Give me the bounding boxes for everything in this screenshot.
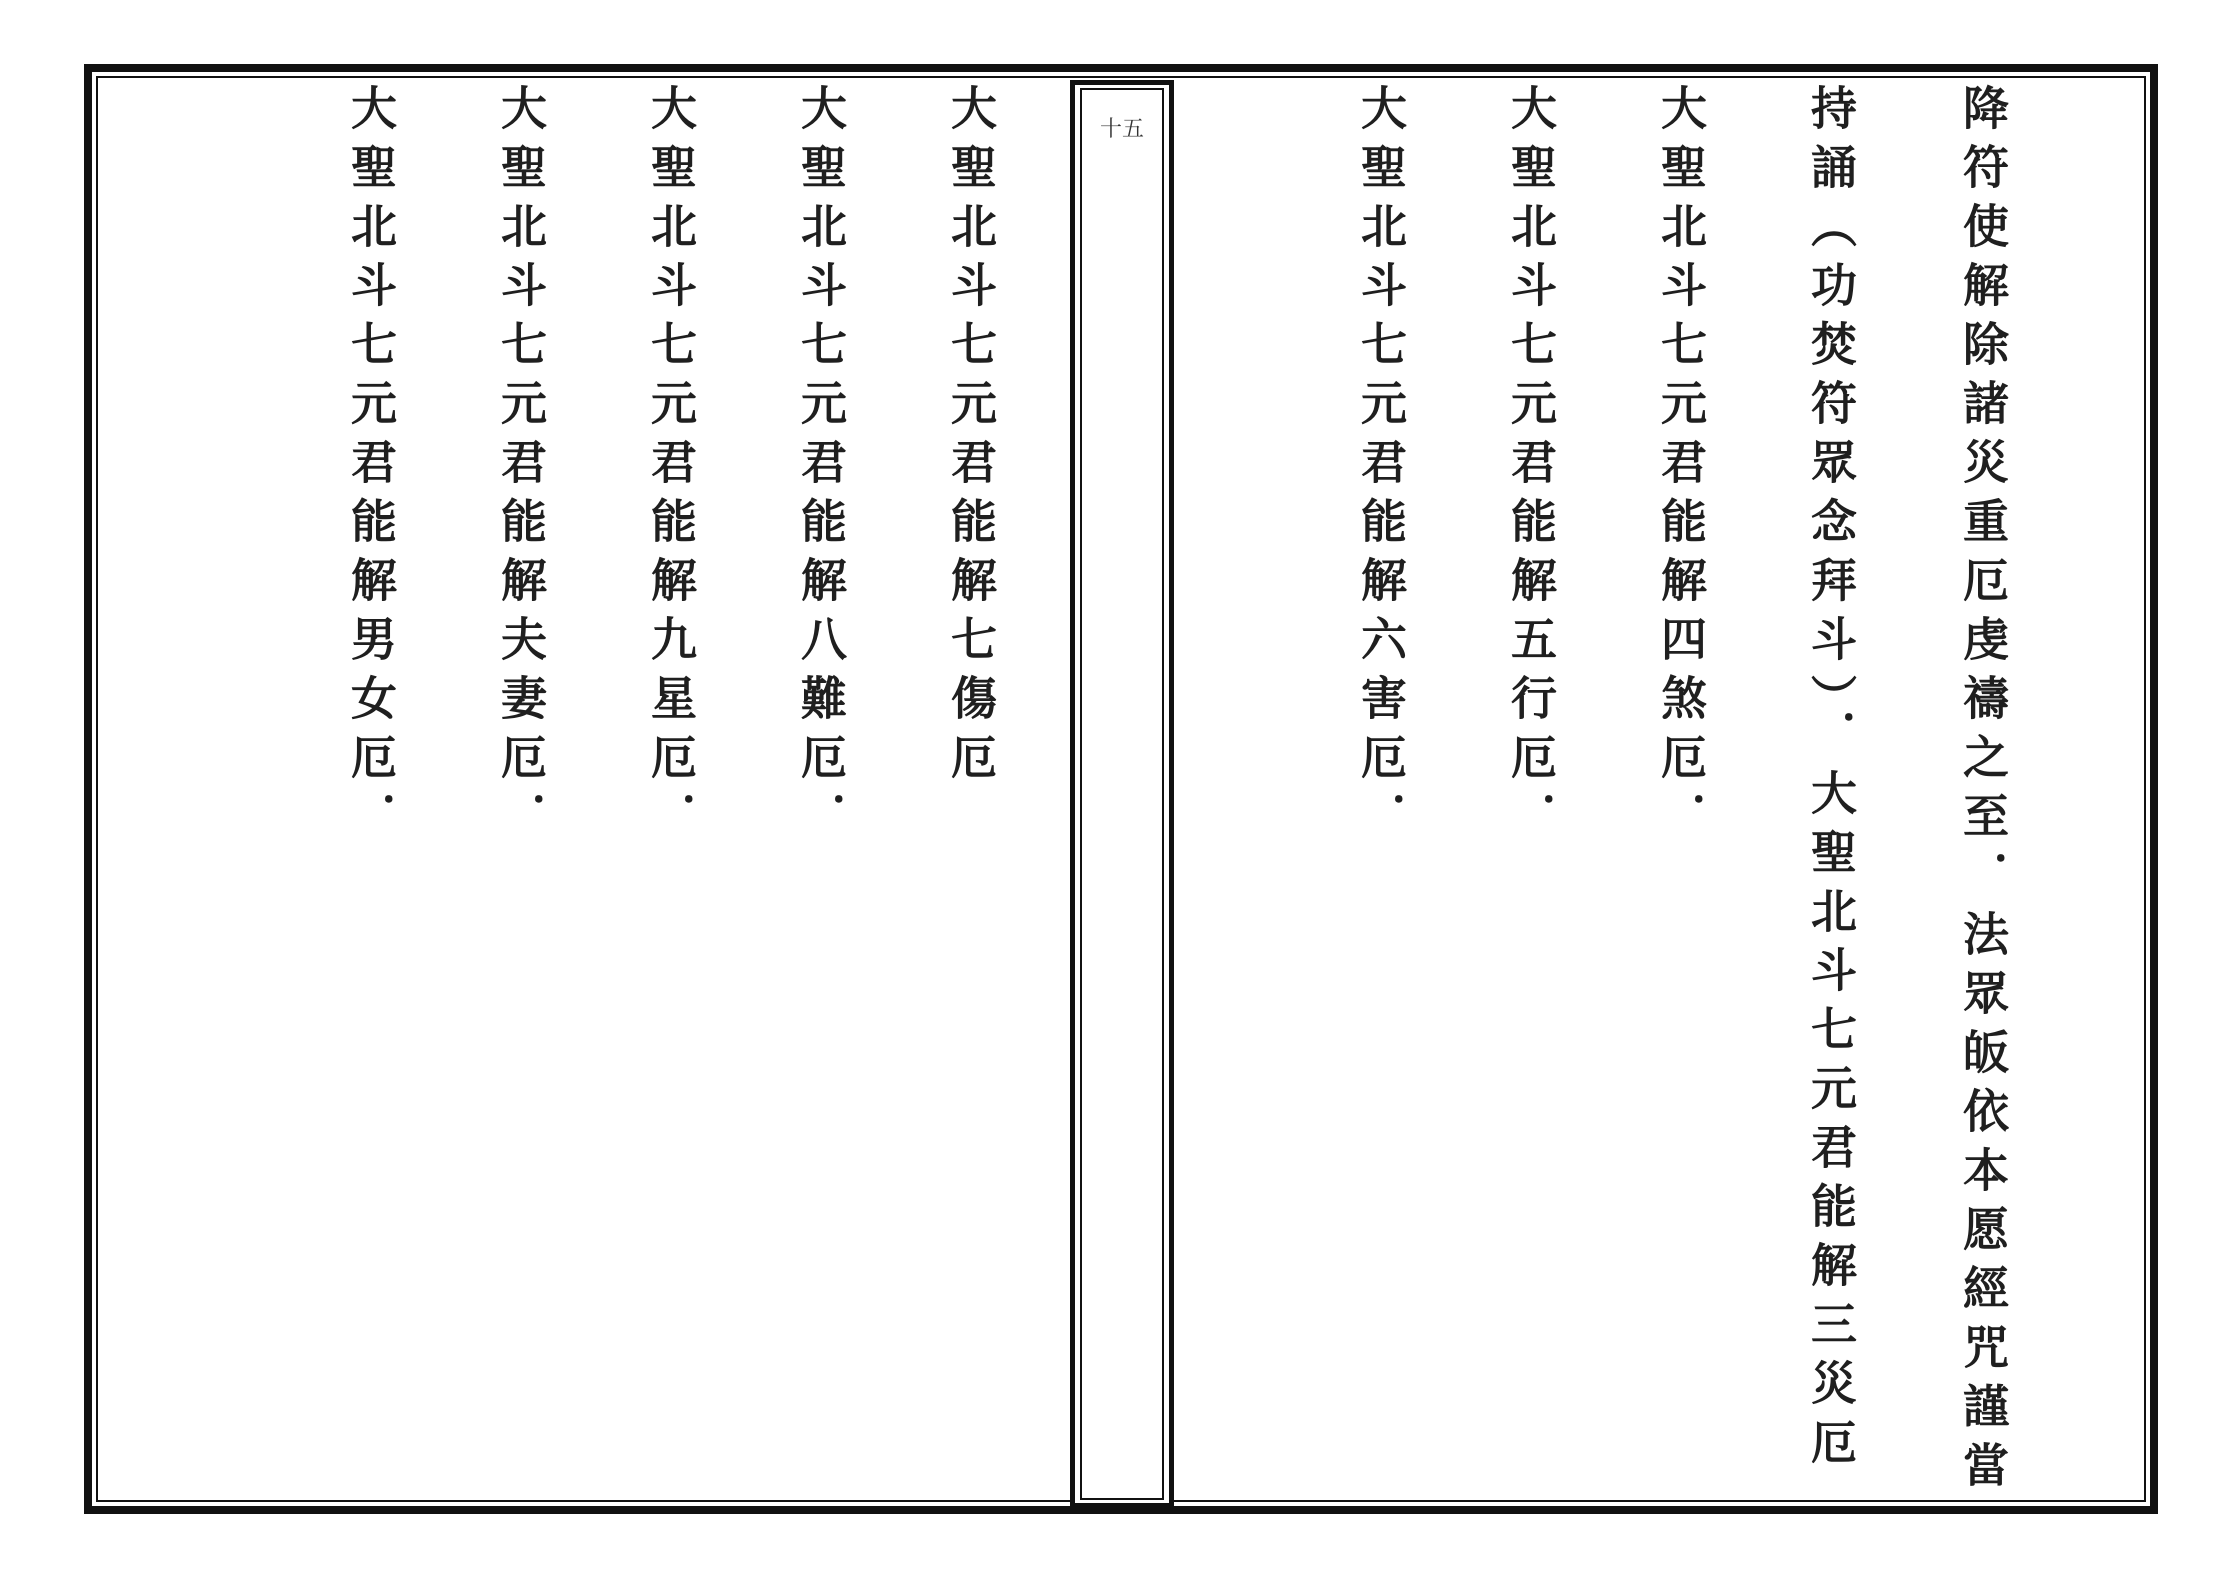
text-column-left-3: 大聖北斗七元君能解九星厄． <box>644 84 698 851</box>
text-column-left-2: 大聖北斗七元君能解八難厄． <box>794 84 848 851</box>
text-column-right-2: 持誦（功焚符眾念拜斗）．大聖北斗七元君能解三災厄 <box>1804 84 1858 1477</box>
text-column-left-1: 大聖北斗七元君能解七傷厄 <box>944 84 998 792</box>
text-column-left-5: 大聖北斗七元君能解男女厄． <box>344 84 398 851</box>
text-column-right-5: 大聖北斗七元君能解六害厄． <box>1354 84 1408 851</box>
text-column-right-4: 大聖北斗七元君能解五行厄． <box>1504 84 1558 851</box>
center-spine-inner <box>1080 88 1164 1500</box>
text-column-left-4: 大聖北斗七元君能解夫妻厄． <box>494 84 548 851</box>
text-column-right-3: 大聖北斗七元君能解四煞厄． <box>1654 84 1708 851</box>
text-column-right-1: 降符使解除諸災重厄虔禱之至．法眾皈依本愿經咒謹當 <box>1956 84 2010 1500</box>
page-number: 十五 <box>1099 117 1144 142</box>
